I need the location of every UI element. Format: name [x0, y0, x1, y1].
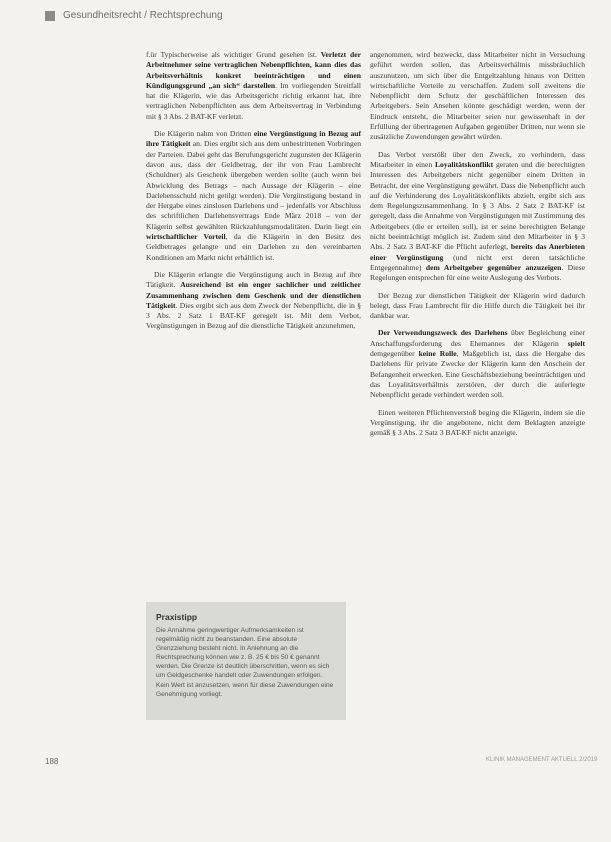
bold-text: eine Vergünstigung in Bezug auf ihre Tätigkeit — [146, 129, 361, 149]
running-header — [45, 10, 223, 21]
bold-text: Ausreichend ist ein enger sachlicher und zeitlicher Zusammenhang zwischen dem Geschenk und der dienstlichen Tätigkeit — [146, 280, 361, 310]
bold-text: dem Arbeitgeber gegenüber anzuzeigen — [425, 262, 562, 272]
praxistipp-title: Praxistipp — [156, 612, 198, 622]
text-run: an. Dies ergibt sich aus dem unbestrittenen Vorbringen der Parteien. Dabei geht das Berufungsgericht zugunsten der Klägerin davon aus, dass der Geldbetrag, der ihr von Frau Lambrecht (Schuldner) als Geschenk übergeben werden sollte (auch wenn bei Abwicklung des Betrags – nach Aussage der Klägerin – eine Darlehensschuld nicht getilgt werden). Die Vergünstigung bestand in der Hergabe eines zinslosen Darlehens und – jedenfalls vor Abschluss des schriftlichen Darlehensvertrags Ende März 2018 – von der Klägerin selbst gewählten Rückzahlungsmodalitäten. Darin liegt ein — [146, 139, 361, 231]
page-number: 188 — [45, 757, 59, 766]
section-title: Gesundheitsrecht / Rechtsprechung — [63, 10, 223, 21]
text-run: . Im vorliegenden Streitfall hat die Klägerin, wie das Arbeitsgericht richtig erkannt hat, ihre vertraglichen Nebenpflichten aus dem Arbeitsvertrag in Verbindung mit § 3 Abs. 2 BAT-KF verletzt. — [146, 80, 361, 121]
paragraph — [146, 50, 361, 122]
footer-publication: KLINIK MANAGEMENT AKTUELL 2/2019 — [486, 757, 598, 763]
paragraph — [146, 129, 361, 263]
text-run: demgegenüber — [370, 349, 419, 359]
bold-text: bereits das Anerbieten einer Vergünstigung — [370, 242, 585, 262]
praxistipp-text: Die Annahme geringwertiger Aufmerksamkeiten ist regelmäßig nicht zu beanstanden. Eine absolute Grenzziehung besteht nicht. In Anlehnung an die Rechtsprechung können wie z. B. 25 € bis 50 € genannt werden. Die Grenze ist deutlich überschritten, wenn es sich um Geldgeschenke handelt oder Zuwendungen erfolgen. Kein Wert ist anzusetzen, wenn für diese Zuwendungen eine Genehmigung vorliegt. — [156, 627, 334, 698]
bold-text: Loyalitätskonflikt — [434, 159, 494, 169]
text-run: über Begleichung einer Anschaffungsforderung des Ehemannes der Klägerin — [370, 328, 585, 348]
paragraph: Der Bezug zur dienstlichen Tätigkeit der Klägerin wird dadurch belegt, dass Frau Lambrecht für die Hilfe durch die Tätigkeit bei ihr dankbar war. — [370, 290, 585, 321]
text-run: Die Klägerin erlangte die Vergünstigung auch in Bezug auf ihre Tätigkeit. — [146, 269, 361, 290]
bold-text: Verletzt der Arbeitnehmer seine vertraglichen Nebenpflichten, kann dies das Arbeitsverhältnis konkret beeinträchtigen und einen Kündigungsgrund „an sich“ darstellen — [146, 50, 361, 90]
text-run: (und nicht erst deren tatsächliche Entgegennahme) — [370, 252, 585, 272]
bold-text: Der Verwendungszweck des Darlehens — [378, 328, 508, 338]
right-column — [370, 50, 585, 445]
bold-text: wirtschaftlicher Vorteil — [146, 232, 226, 242]
text-run: . Diese Regelungen entsprechen für eine weite Auslegung des Verbots. — [370, 262, 585, 283]
text-run: f.ür Typischerweise als wichtiger Grund gesehen ist. — [146, 50, 321, 59]
text-run: . Dies ergibt sich aus dem Zweck der Nebenpflicht, die in § 3 Abs. 2 Satz 1 BAT-KF geregelt ist. Mit dem Verbot, Vergünstigungen in Bezug auf die dienstliche Tätigkeit anzunehmen, — [146, 300, 361, 331]
praxistipp-box — [146, 602, 346, 720]
section-marker — [45, 11, 55, 21]
paragraph: angenommen, wird bezweckt, dass Mitarbeiter nicht in Versuchung geführt werden sollen, das Arbeitsverhältnis missbräuchlich auszunutzen, um sich über die Entgeltzahlung hinaus von Dritten wirtschaftliche Vorteile zu verschaffen. Zudem soll zweitens die Nebenpflicht dem Schutz der geschäftlichen Interessen des Arbeitgebers. Sein Ansehen könnte geschädigt werden, wenn der Eindruck entsteht, die Mitarbeiter seien nur gewissenhaft in der Erfüllung der übertragenen Aufgaben gegenüber Dritten, nur wenn sie zusätzliche Zuwendungen gewährt würden. — [370, 50, 585, 142]
paragraph — [370, 150, 585, 284]
paragraph: Einen weiteren Pflichtenverstoß beging die Klägerin, indem sie die Vergünstigung, ihr die angebotene, nicht dem Beklagten anzeigte gemäß § 3 Abs. 2 Satz 3 BAT-KF nicht anzeigte. — [370, 407, 585, 438]
paragraph — [146, 270, 361, 332]
text-run: , Maßgeblich ist, dass die Hergabe des Darlehens für private Zwecke der Klägerin kann den Anschein der Befangenheit erwecken. Eine Geschäftsbeziehung beeinträchtigen und das Loyalitätsverhältnis zerstören, der durch die auferlegte Nebenpflicht gerade verhindert werden soll. — [370, 349, 585, 400]
left-column — [146, 50, 361, 339]
text-run: geraten und die berechtigten Interessen des Arbeitgebers nicht gegenüber einem Dritten in Betracht, der eine Vergünstigung gewährt. Dass die Nebenpflicht auch auf die Verhinderung des Loyalitätskonflikts abzielt, ergibt sich aus dem Regelungszusammenhang. In § 3 Abs. 2 Satz 2 BAT-KF ist geregelt, dass die Annahme von Vergünstigungen mit Zustimmung des Arbeitgebers (die er erteilen soll), ist er seine berechtigten Belange nicht beeinträchtigt möglich ist. Zudem sind den Mitarbeiter in § 3 Abs. 2 Satz 3 BAT-KF die Pflicht auferlegt, — [370, 159, 585, 252]
text-run: Das Verbot verstößt über den Zweck, zu verhindern, dass Mitarbeiter in einen — [370, 149, 585, 169]
text-run: Die Klägerin nahm von Dritten — [154, 129, 254, 139]
bold-text: keine Rolle — [418, 349, 457, 359]
bold-text: spielt — [567, 338, 585, 348]
text-run: , da die Klägerin in den Besitz des Geldbetrages gelangte und ein Darlehen zu den vereinbarten Konditionen am Markt nicht erhältlich ist. — [146, 232, 361, 262]
paragraph — [370, 328, 585, 400]
